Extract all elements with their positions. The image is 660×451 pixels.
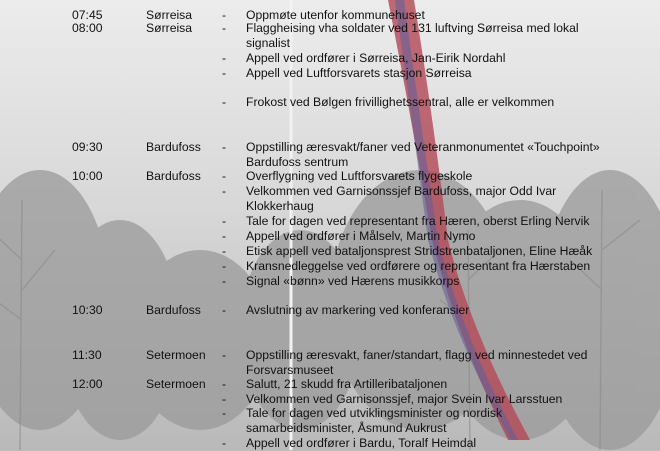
entry-dash: -: [222, 229, 227, 243]
entry-text-line: [0, 274, 660, 289]
entry-text-line: [0, 21, 660, 36]
entry-description: Appell ved Luftforsvarets stasjon Sørreisa: [246, 66, 472, 80]
entry-text-line: [0, 169, 660, 184]
entry-text-line: [0, 214, 660, 229]
entry-dash: -: [222, 184, 227, 198]
entry-dash: -: [222, 274, 227, 288]
entry-dash: -: [222, 214, 227, 228]
entry-dash: -: [222, 259, 227, 273]
entry-dash: -: [222, 140, 227, 154]
entry-text-line: [0, 140, 660, 155]
entry-text-line: [0, 66, 660, 81]
entry-description: Velkommen ved Garnisonssjef Bardufoss, major Odd Ivar: [246, 184, 557, 198]
entry-dash: -: [222, 51, 227, 65]
entry-description: Bardufoss sentrum: [246, 155, 349, 169]
entry-description: Frokost ved Bølgen frivillighetssentral, alle er velkommen: [246, 95, 555, 109]
entry-text-line: [0, 259, 660, 274]
entry-text-line: [0, 406, 660, 421]
entry-time: 07:45: [72, 8, 103, 22]
entry-description: Overflygning ved Luftforsvarets flygeskole: [246, 169, 473, 183]
entry-description: Oppstilling æresvakt, faner/standart, flagg ved minnestedet ved: [246, 348, 588, 362]
entry-description: samarbeidsminister, Åsmund Aukrust: [246, 421, 447, 435]
entry-place: Setermoen: [146, 348, 206, 362]
entry-text-line: [0, 184, 660, 199]
entry-dash: -: [222, 21, 227, 35]
entry-place: Bardufoss: [146, 169, 201, 183]
entry-text-line: [0, 303, 660, 318]
entry-description: Forsvarsmuseet: [246, 363, 334, 377]
entry-text-line: [0, 244, 660, 259]
entry-time: 12:00: [72, 377, 103, 391]
entry-place: Bardufoss: [146, 140, 201, 154]
entry-place: Setermoen: [146, 377, 206, 391]
entry-text-line: [0, 436, 660, 451]
entry-text-line: [0, 199, 660, 214]
entry-dash: -: [222, 406, 227, 420]
entry-description: Tale for dagen ved utviklingsminister og nordisk: [246, 406, 503, 420]
entry-place: Sørreisa: [146, 21, 193, 35]
entry-place: Bardufoss: [146, 303, 201, 317]
entry-description: Flaggheising vha soldater ved 131 luftving Sørreisa med lokal: [246, 21, 579, 35]
entry-time: 10:00: [72, 169, 103, 183]
entry-text-line: [0, 421, 660, 436]
entry-description: Appell ved ordfører i Bardu, Toralf Heimdal: [246, 436, 477, 450]
entry-description: Salutt, 21 skudd fra Artilleribataljonen: [246, 377, 448, 391]
entry-time: 10:30: [72, 303, 103, 317]
entry-description: Etisk appell ved bataljonsprest Stridstrenbataljonen, Eline Hæåk: [246, 244, 593, 258]
entry-place: Sørreisa: [146, 8, 193, 22]
entry-text-line: [0, 377, 660, 392]
entry-text-line: [0, 155, 660, 170]
entry-dash: -: [222, 348, 227, 362]
entry-dash: -: [222, 8, 227, 22]
entry-description: Appell ved ordfører i Sørreisa, Jan-Eirik Nordahl: [246, 51, 506, 65]
entry-text-line: [0, 392, 660, 407]
entry-text-line: [0, 229, 660, 244]
entry-text-line: [0, 363, 660, 378]
entry-dash: -: [222, 377, 227, 391]
entry-dash: -: [222, 95, 227, 109]
entry-description: Oppstilling æresvakt/faner ved Veteranmonumentet «Touchpoint»: [246, 140, 600, 154]
entry-dash: -: [222, 244, 227, 258]
entry-text-line: [0, 348, 660, 363]
entry-time: 09:30: [72, 140, 103, 154]
entry-description: signalist: [246, 36, 291, 50]
entry-description: Appell ved ordfører i Målselv, Martin Nymo: [246, 229, 476, 243]
entry-time: 08:00: [72, 21, 103, 35]
entry-dash: -: [222, 303, 227, 317]
entry-description: Velkommen ved Garnisonssjef, major Svein Ivar Larsstuen: [246, 392, 563, 406]
entry-dash: -: [222, 169, 227, 183]
entry-dash: -: [222, 392, 227, 406]
entry-dash: -: [222, 436, 227, 450]
entry-description: Avslutning av markering ved konferansier: [246, 303, 470, 317]
entry-text-line: [0, 51, 660, 66]
entry-dash: -: [222, 66, 227, 80]
entry-text-line: [0, 95, 660, 110]
entry-description: Klokkerhaug: [246, 199, 314, 213]
entry-time: 11:30: [72, 348, 102, 362]
entry-description: Kransnedleggelse ved ordførere og representant fra Hærstaben: [246, 259, 591, 273]
entry-description: Oppmøte utenfor kommunehuset: [246, 8, 425, 22]
entry-description: Tale for dagen ved representant fra Hæren, oberst Erling Nervik: [246, 214, 590, 228]
entry-description: Signal «bønn» ved Hærens musikkorps: [246, 274, 460, 288]
entry-text-line: [0, 36, 660, 51]
